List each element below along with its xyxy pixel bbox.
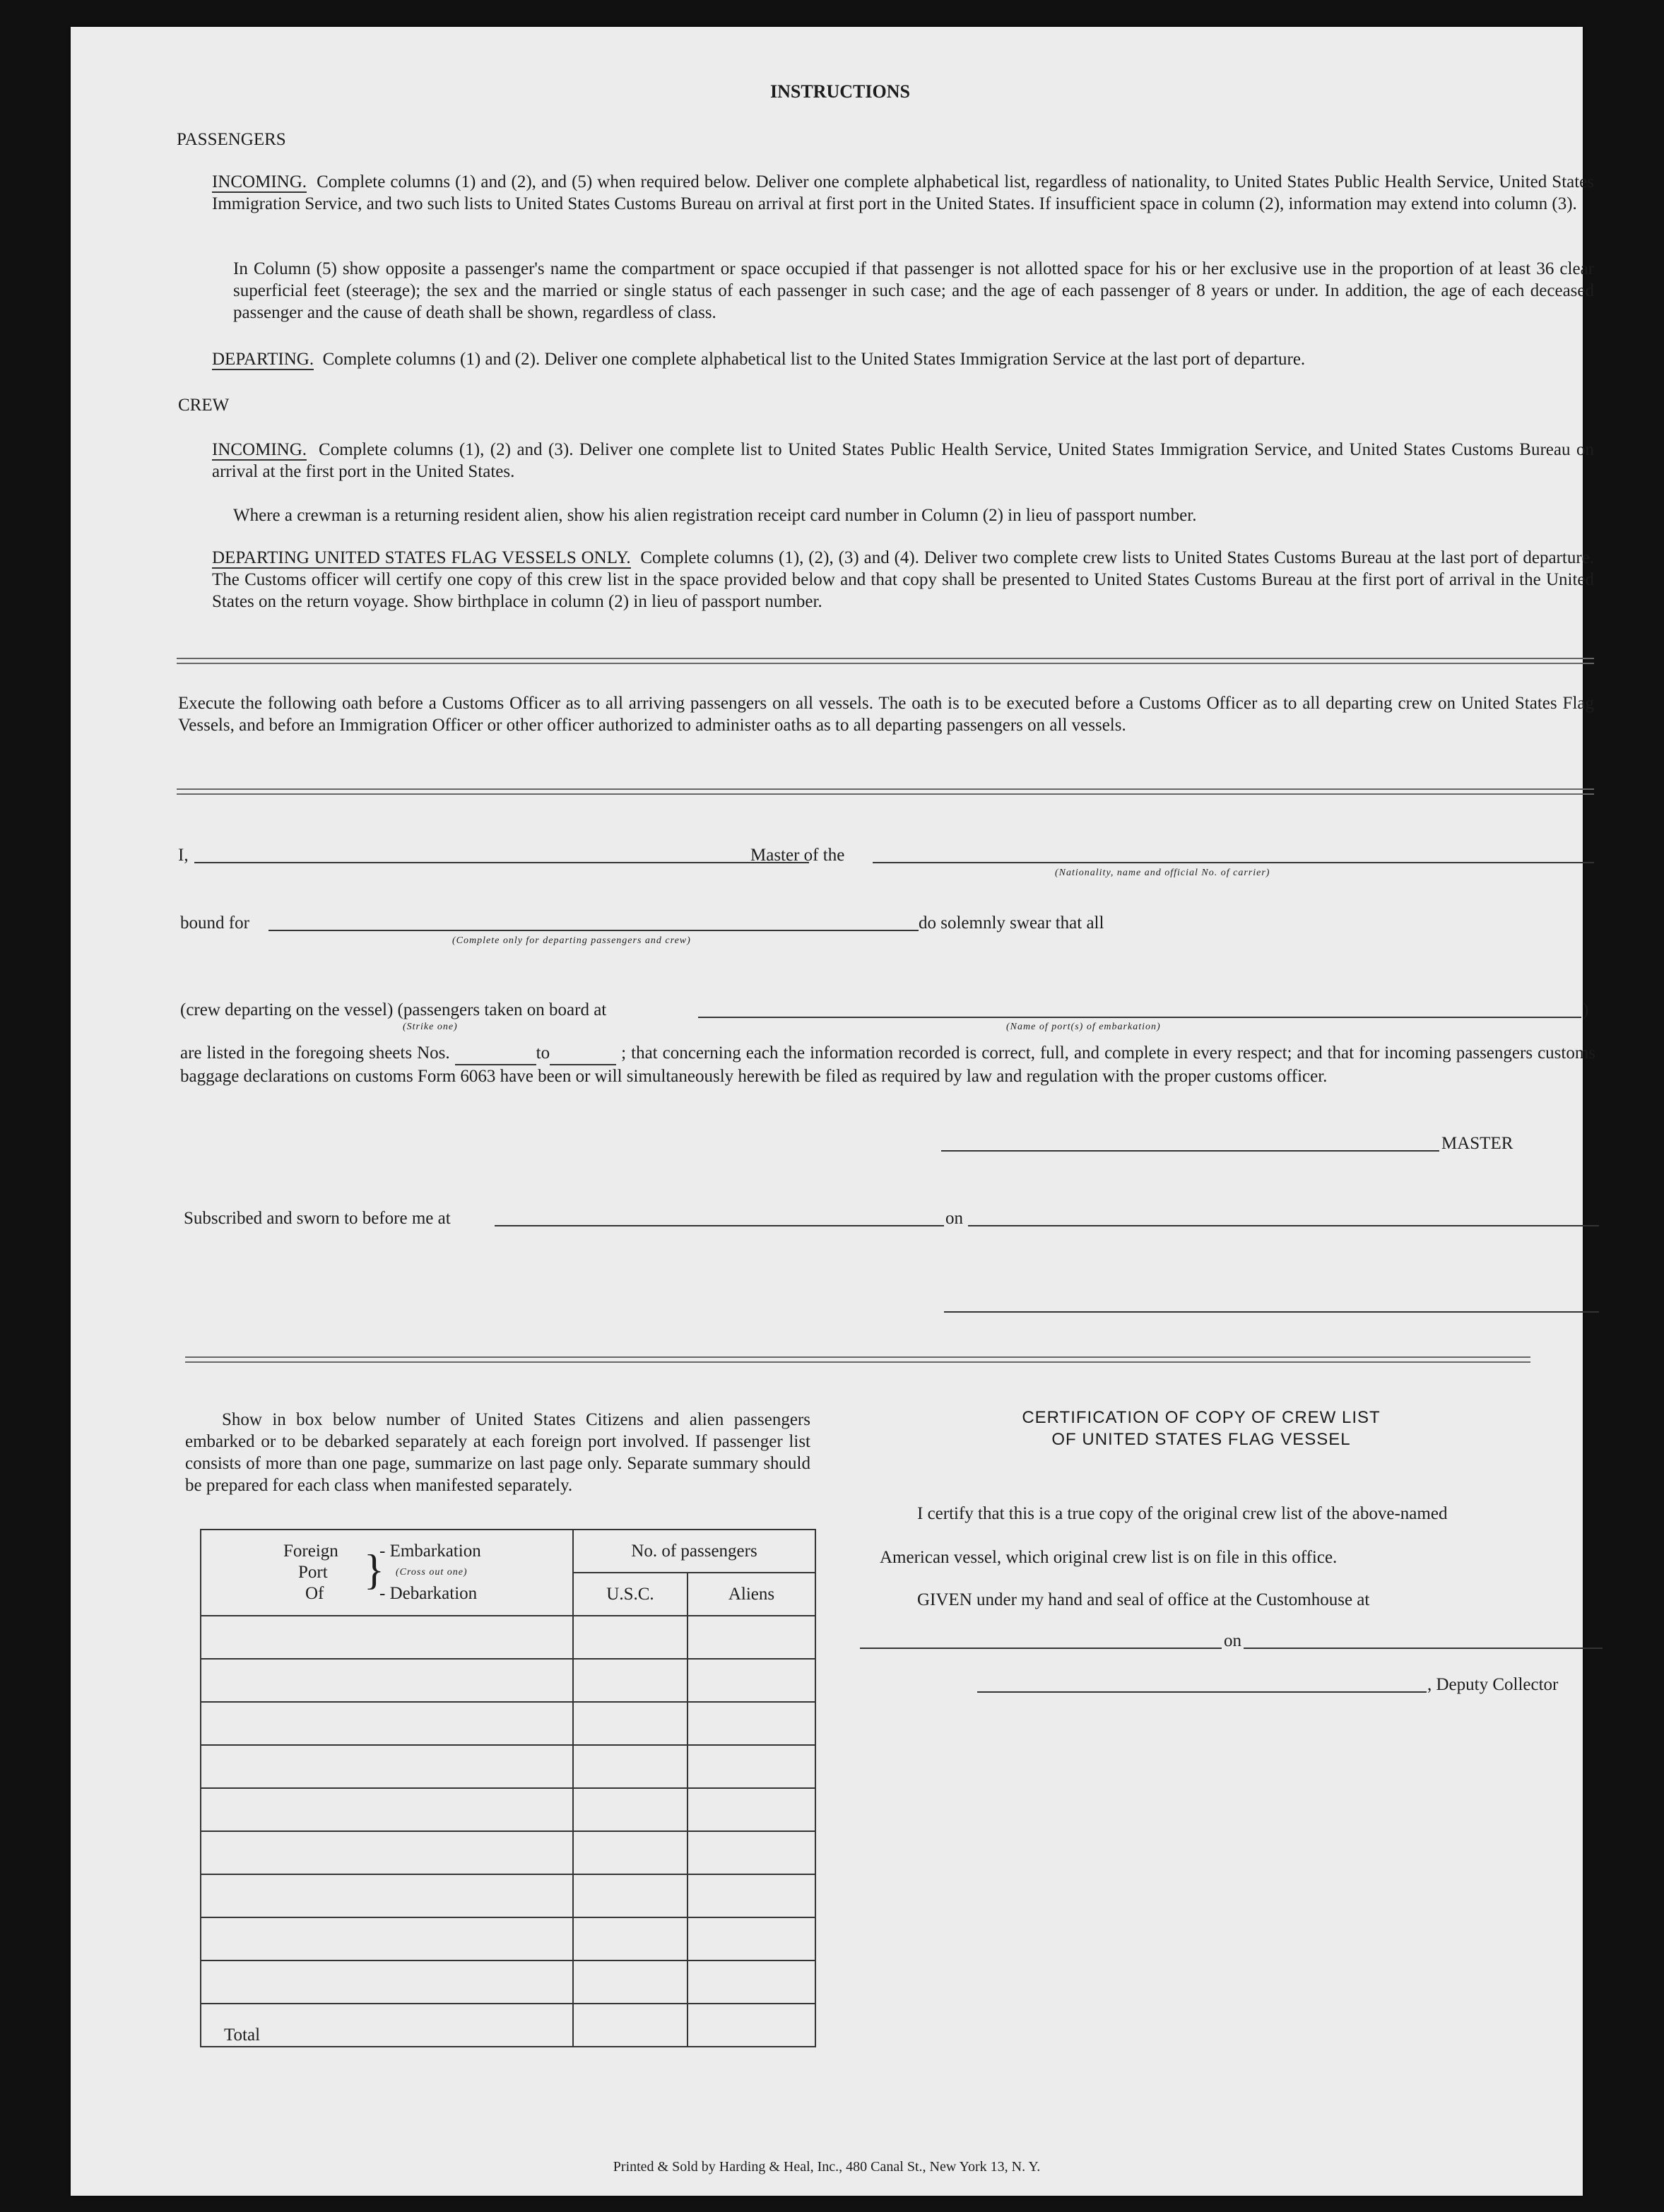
- form-page: [71, 27, 1596, 2196]
- port-cell[interactable]: [201, 1745, 573, 1788]
- passengers-incoming-label: INCOMING.: [212, 172, 307, 191]
- passengers-departing-paragraph: [212, 348, 1594, 370]
- deputy-signature-field[interactable]: [977, 1691, 1427, 1693]
- embarkation-label: - Embarkation: [379, 1542, 481, 1561]
- port-cell[interactable]: [201, 1917, 573, 1960]
- cert-date-field[interactable]: [1244, 1648, 1603, 1649]
- swear-text: do solemnly swear that all: [919, 913, 1104, 933]
- table-row: [201, 1831, 815, 1874]
- subscribed-label: Subscribed and sworn to before me at: [184, 1209, 451, 1228]
- master-signature-field[interactable]: [941, 1150, 1439, 1152]
- crew-departing-label: DEPARTING UNITED STATES FLAG VESSELS ONLY.: [212, 548, 631, 567]
- sworn-place-field[interactable]: [495, 1225, 944, 1226]
- port-cell[interactable]: [201, 1874, 573, 1917]
- passenger-summary-table: [200, 1529, 816, 2047]
- table-row: [201, 1702, 815, 1745]
- certification-title-1: CERTIFICATION OF COPY OF CREW LIST: [1022, 1408, 1381, 1427]
- port-cell[interactable]: [201, 1659, 573, 1702]
- port-cell[interactable]: [201, 1960, 573, 2004]
- port-cell[interactable]: [201, 1831, 573, 1874]
- oath-i-label: I,: [178, 846, 189, 865]
- aliens-cell[interactable]: [688, 1831, 815, 1874]
- usc-cell[interactable]: [573, 1659, 688, 1702]
- port-header-cell: [201, 1530, 573, 1616]
- printer-footer: Printed & Sold by Harding & Heal, Inc., 480 Canal St., New York 13, N. Y.: [613, 2159, 1041, 2175]
- master-label: MASTER: [1441, 1134, 1513, 1153]
- port-label-3: Of: [305, 1584, 324, 1603]
- crew-crewman-paragraph: Where a crewman is a returning resident alien, show his alien registration receipt card number in Column (2) in lieu of passport number.: [233, 506, 1197, 525]
- table-row: [201, 1616, 815, 1659]
- customhouse-field[interactable]: [860, 1648, 1222, 1649]
- aliens-cell[interactable]: [688, 1917, 815, 1960]
- aliens-cell[interactable]: [688, 1874, 815, 1917]
- crew-departing-text: Complete columns (1), (2), (3) and (4). Deliver two complete crew lists to United States Customs Bureau at the last port of departure. The Customs officer will certify one copy of this crew list in the space provided below and that copy shall be presented to United States Customs Bureau at the first port of arrival in the United States on the return voyage. Show birthplace in column (2) in lieu of passport number.: [212, 548, 1595, 611]
- cross-out-note: (Cross out one): [396, 1567, 468, 1578]
- no-of-passengers-header: No. of passengers: [573, 1530, 815, 1573]
- table-row: [201, 1960, 815, 2004]
- divider-1: [177, 658, 1594, 664]
- divider-3: [185, 1356, 1530, 1363]
- listed-paragraph: [180, 1042, 1595, 1087]
- port-label-1: Foreign: [283, 1542, 338, 1561]
- carrier-field[interactable]: [873, 862, 1594, 863]
- table-row: [201, 1788, 815, 1831]
- usc-cell[interactable]: [573, 1745, 688, 1788]
- aliens-cell[interactable]: [688, 1745, 815, 1788]
- brace-icon: }: [364, 1546, 384, 1593]
- usc-cell[interactable]: [573, 1960, 688, 2004]
- aliens-cell[interactable]: [688, 1616, 815, 1659]
- certify-text-a: I certify that this is a true copy of the original crew list of the above-named: [917, 1504, 1448, 1523]
- table-row: [201, 1917, 815, 1960]
- total-usc-cell[interactable]: [573, 2004, 688, 2047]
- close-paren: ): [1583, 1000, 1589, 1019]
- usc-header: U.S.C.: [573, 1573, 688, 1616]
- table-row: [201, 1874, 815, 1917]
- usc-cell[interactable]: [573, 1616, 688, 1659]
- carrier-note: (Nationality, name and official No. of carrier): [1055, 868, 1270, 878]
- divider-2: [177, 788, 1594, 795]
- certify-text-b: American vessel, which original crew list is on file in this office.: [880, 1548, 1338, 1567]
- sworn-on-label: on: [945, 1209, 963, 1228]
- cert-on-label: on: [1224, 1631, 1241, 1650]
- oath-instruction: Execute the following oath before a Customs Officer as to all arriving passengers on all vessels. The oath is to be executed before a Customs Officer as to all departing crew on United States Flag Vessels, and before an Immigration Officer or other officer authorized to administer oaths as to all departing passengers on all vessels.: [178, 694, 1594, 735]
- bound-for-label: bound for: [180, 913, 249, 933]
- passengers-departing-text: Complete columns (1) and (2). Deliver one complete alphabetical list to the United States Immigration Service at the last port of departure.: [322, 350, 1306, 369]
- listed-text-a: are listed in the foregoing sheets Nos.: [180, 1043, 450, 1063]
- usc-cell[interactable]: [573, 1831, 688, 1874]
- ports-note: (Name of port(s) of embarkation): [1006, 1022, 1161, 1032]
- listed-text-b: ; that concerning each the information recorded is correct, full, and complete in every respect; and that for incoming passengers customs baggage declarations on customs Form 6063 have been or will simultaneously herewith be filed as required by law and regulation with the proper customs officer.: [180, 1043, 1596, 1086]
- passengers-departing-label: DEPARTING.: [212, 350, 314, 369]
- summary-instruction: Show in box below number of United States Citizens and alien passengers embarked or to be debarked separately at each foreign port involved. If passenger list consists of more than one page, summarize on last page only. Separate summary should be prepared for each class when manifested separately.: [185, 1410, 810, 1495]
- sheets-to-field[interactable]: [550, 1042, 616, 1065]
- crew-departing-paragraph: [212, 547, 1594, 613]
- strike-note: (Strike one): [403, 1022, 458, 1032]
- aliens-cell[interactable]: [688, 1659, 815, 1702]
- port-label-2: Port: [298, 1563, 328, 1582]
- sheets-from-field[interactable]: [455, 1042, 536, 1065]
- usc-cell[interactable]: [573, 1702, 688, 1745]
- usc-cell[interactable]: [573, 1874, 688, 1917]
- port-cell[interactable]: [201, 1788, 573, 1831]
- crew-incoming-paragraph: [212, 439, 1594, 483]
- officer-signature-field[interactable]: [944, 1311, 1599, 1313]
- passengers-incoming-text: Complete columns (1) and (2), and (5) when required below. Deliver one complete alphabetical list, regardless of nationality, to United States Public Health Service, United States Immigration Service, and two such lists to United States Customs Bureau on arrival at first port in the United States. If insufficient space in column (2), information may extend into column (3).: [212, 172, 1595, 213]
- crew-incoming-label: INCOMING.: [212, 440, 307, 459]
- master-of-label: Master of the: [750, 846, 845, 865]
- aliens-cell[interactable]: [688, 1702, 815, 1745]
- aliens-header: Aliens: [688, 1573, 815, 1616]
- total-row: [201, 2004, 815, 2047]
- ports-embarkation-field[interactable]: [698, 1017, 1581, 1018]
- total-label: Total: [201, 2004, 573, 2047]
- deputy-collector-label: , Deputy Collector: [1427, 1675, 1559, 1694]
- sworn-date-field[interactable]: [968, 1225, 1599, 1226]
- bound-for-field[interactable]: [269, 930, 919, 931]
- crew-heading: CREW: [178, 396, 230, 415]
- port-cell[interactable]: [201, 1616, 573, 1659]
- total-aliens-cell[interactable]: [688, 2004, 815, 2047]
- passengers-heading: PASSENGERS: [177, 130, 286, 149]
- given-text: GIVEN under my hand and seal of office at the Customhouse at: [917, 1590, 1370, 1609]
- port-cell[interactable]: [201, 1702, 573, 1745]
- crew-passengers-text: (crew departing on the vessel) (passengers taken on board at: [180, 1000, 607, 1019]
- crew-incoming-text: Complete columns (1), (2) and (3). Deliver one complete list to United States Public Health Service, United States Immigration Service, and United States Customs Bureau on arrival at the first port in the United States.: [212, 440, 1594, 481]
- bound-note: (Complete only for departing passengers and crew): [452, 935, 691, 946]
- table-row: [201, 1659, 815, 1702]
- aliens-cell[interactable]: [688, 1960, 815, 2004]
- aliens-cell[interactable]: [688, 1788, 815, 1831]
- listed-to: to: [536, 1043, 550, 1063]
- instructions-title: INSTRUCTIONS: [770, 81, 910, 102]
- debarkation-label: - Debarkation: [379, 1584, 478, 1603]
- usc-cell[interactable]: [573, 1788, 688, 1831]
- passengers-incoming-paragraph: [212, 171, 1594, 215]
- master-name-field[interactable]: [194, 862, 809, 863]
- usc-cell[interactable]: [573, 1917, 688, 1960]
- certification-title-2: OF UNITED STATES FLAG VESSEL: [1051, 1430, 1351, 1449]
- table-row: [201, 1745, 815, 1788]
- passengers-column5-paragraph: In Column (5) show opposite a passenger's name the compartment or space occupied if that passenger is not allotted space for his or her exclusive use in the proportion of at least 36 clear superficial feet (steerage); the sex and the married or single status of each passenger in such case; and the age of each passenger of 8 years or under. In addition, the age of each deceased passenger and the cause of death shall be shown, regardless of class.: [233, 259, 1594, 322]
